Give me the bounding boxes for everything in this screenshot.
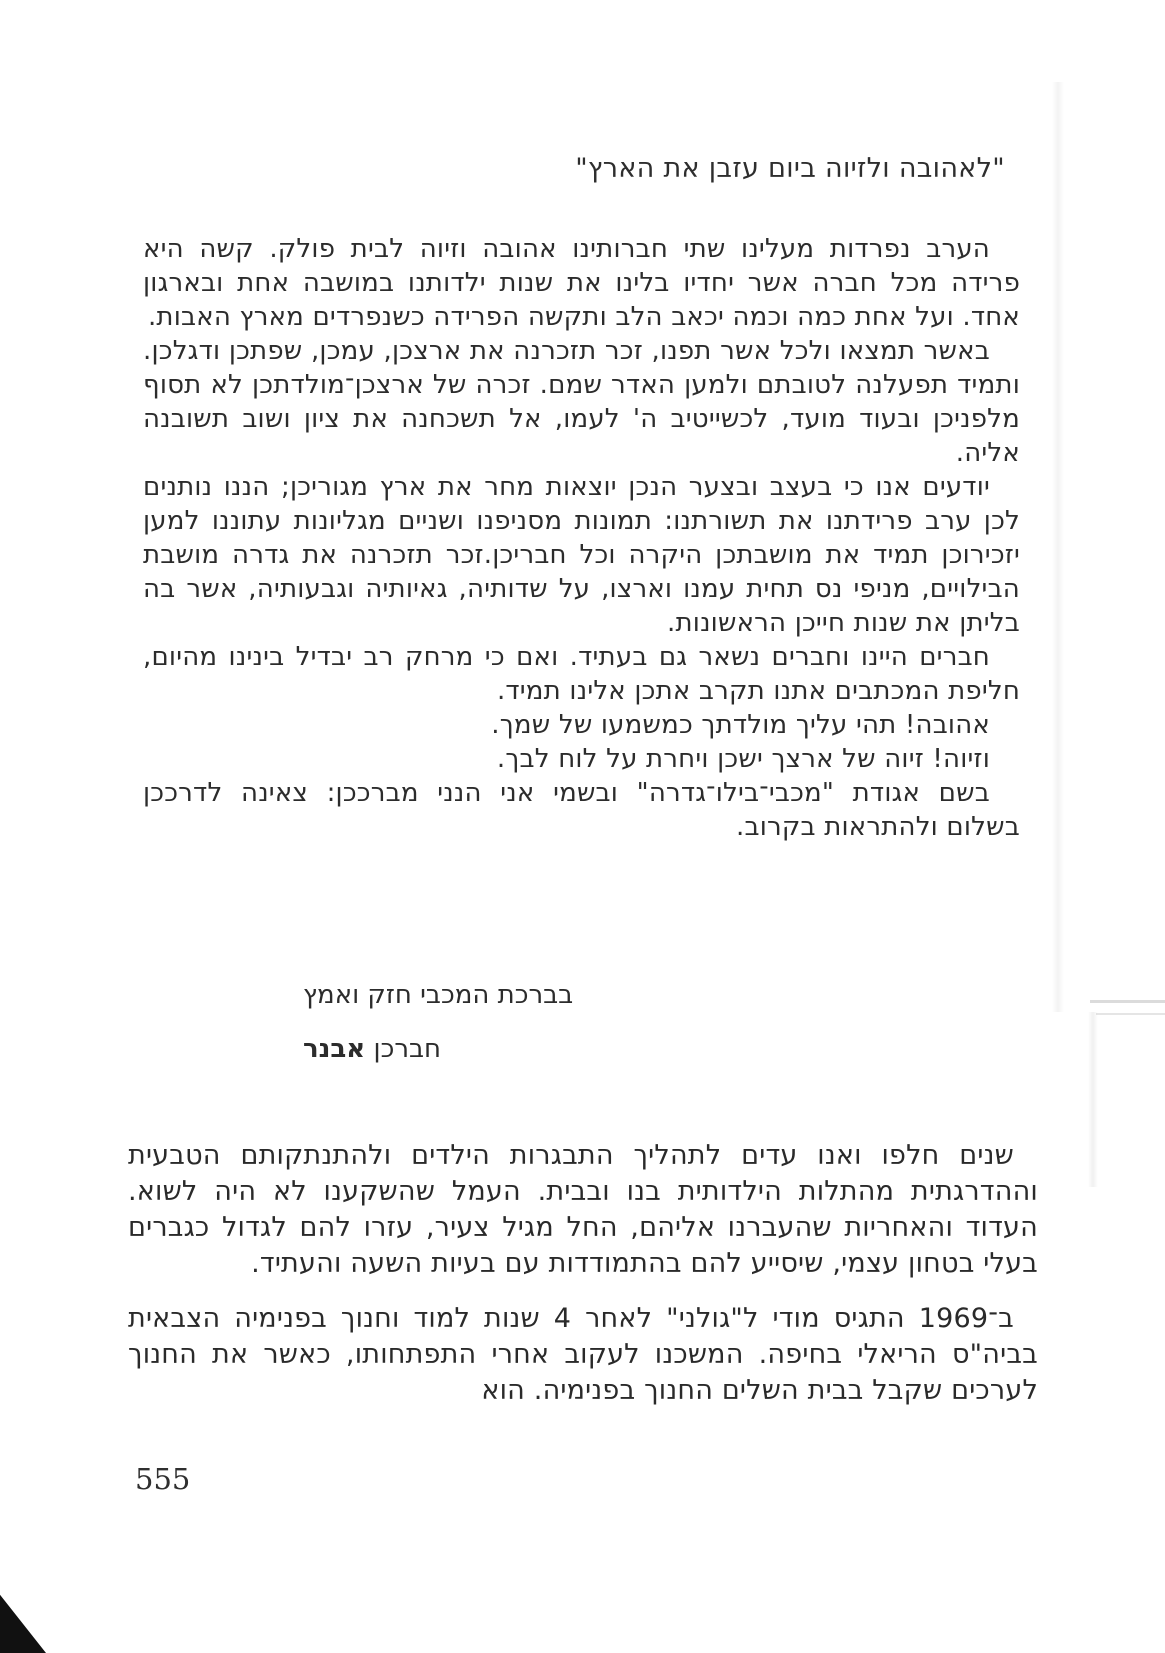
- letter-title: "לאהובה ולזיוה ביום עזבן את הארץ": [575, 153, 1005, 184]
- letter-paragraph: הערב נפרדות מעלינו שתי חברותינו אהובה וזיוה לבית פולק. קשה היא פרידה מכל חברה אשר יחדיו בלינו את שנות ילדותנו במושבה אחת ובארגון אחד. ועל אחת כמה וכמה יכאב הלב ותקשה הפרידה כשנפרדים מארץ האבות.: [143, 234, 1020, 332]
- signature-blessing: בברכת המכבי חזק ואמץ: [303, 980, 574, 1010]
- signature-name-prefix: חברכן: [365, 1034, 442, 1064]
- page-number: 555: [135, 1462, 191, 1496]
- letter-paragraph: אהובה! תהי עליך מולדתך כמשמעו של שמך.: [491, 710, 990, 740]
- narrative-paragraph: שנים חלפו ואנו עדים לתהליך התבגרות הילדים ולהתנתקותם הטבעית וההדרגתית מהתלות הילדותית בנו ובבית. העמל שהשקענו לא היה לשוא. העדוד והאחריות שהעברנו אליהם, החל מגיל צעיר, עזרו להם לגדול כגברים בעלי בטחון עצמי, שיסייע להם בהתמודדות עם בעיות השעה והעתיד.: [128, 1140, 1038, 1279]
- signature-name: אבנר: [303, 1034, 366, 1064]
- scan-artifact-mark: [1096, 1013, 1165, 1015]
- scan-artifact-streak: [1052, 82, 1064, 1012]
- narrative-paragraph: ב־1969 התגיס מודי ל"גולני" לאחר 4 שנות למוד וחנוך בפנימיה הצבאית בביה"ס הריאלי בחיפה. המשכנו לעקוב אחרי התפתחותו, כאשר את החנוך לערכים שקבל בבית השלים החנוך בפנימיה. הוא: [128, 1303, 1038, 1406]
- scan-artifact-mark: [1090, 1000, 1165, 1003]
- letter-body: [143, 232, 1020, 844]
- letter-paragraph: באשר תמצאו ולכל אשר תפנו, זכר תזכרנה את ארצכן, עמכן, שפתכן ודגלכן. ותמיד תפעלנה לטובתם ולמען האדר שמם. זכרה של ארצכן־מולדתכן לא תסוף מלפניכן ובעוד מועד, לכשייטיב ה' לעמו, אל תשכחנה את ציון ושוב תשובנה אליה.: [143, 336, 1020, 468]
- signature-block: [303, 980, 573, 1064]
- letter-paragraph: יודעים אנו כי בעצב ובצער הנכן יוצאות מחר את ארץ מגוריכן; הננו נותנים לכן ערב פרידתנו את תשורתנו: תמונות מסניפנו ושניים מגליונות עתוננו למען יזכירוכן תמיד את מושבתכן היקרה וכל חבריכן.זכר תזכרנה את גדרה מושבת הבילויים, מניפי נס תחית עמנו וארצו, על שדותיה, גאיותיה וגבעותיה, אשר בה בליתן את שנות חייכן הראשונות.: [143, 472, 1020, 638]
- letter-paragraph: וזיוה! זיוה של ארצך ישכן ויחרת על לוח לבך.: [496, 744, 990, 774]
- scan-corner-shadow: [0, 1591, 46, 1653]
- narrative-section: [128, 1138, 1038, 1409]
- signature-name-line: [303, 1034, 573, 1064]
- letter-paragraph: חברים היינו וחברים נשאר גם בעתיד. ואם כי מרחק רב יבדיל בינינו מהיום, חליפת המכתבים אתנו תקרב אתכן אלינו תמיד.: [143, 642, 1020, 706]
- letter-paragraph: בשם אגודת "מכבי־בילו־גדרה" ובשמי אני הנני מברככן: צאינה לדרככן בשלום ולהתראות בקרוב.: [143, 778, 1020, 842]
- scan-artifact-streak: [1088, 1012, 1098, 1187]
